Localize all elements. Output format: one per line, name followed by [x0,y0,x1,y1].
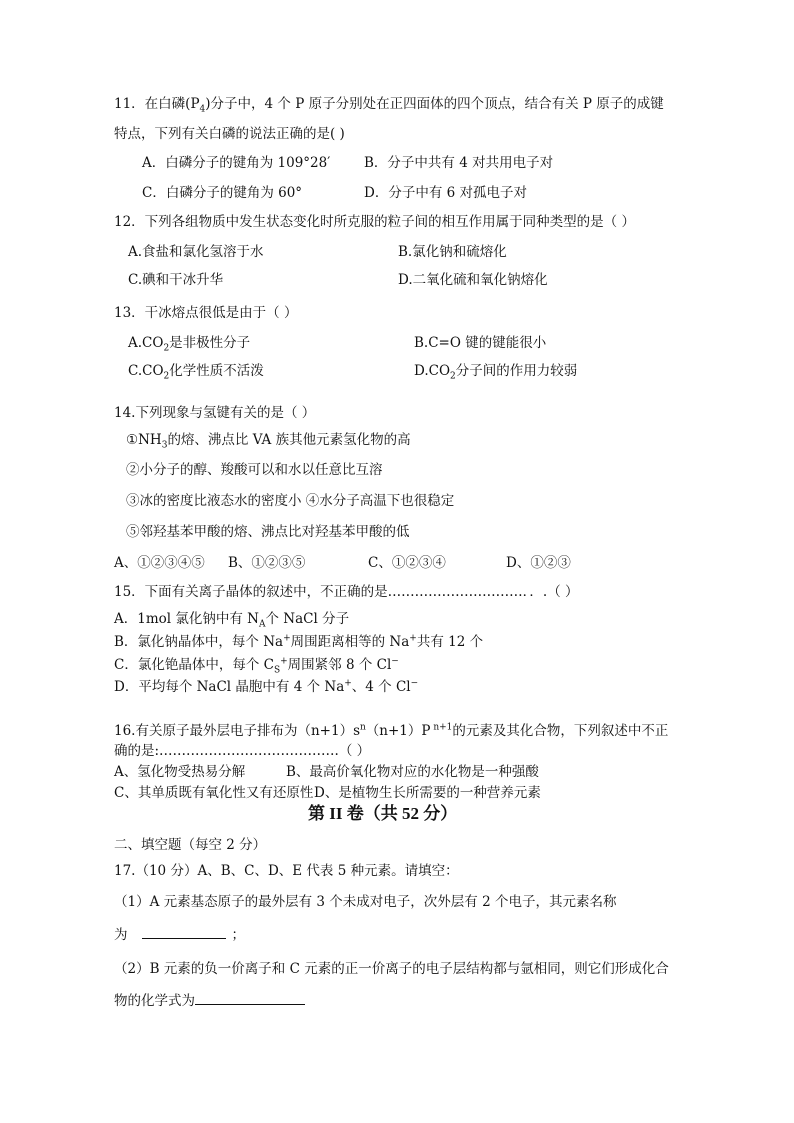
q17-sub1-answer-line [114,924,245,944]
q13-a-text2: 是非极性分子 [169,335,251,351]
q13-d-text1: D.CO [414,363,451,379]
q11-stem-text-b: )分子中，4 个 P 原子分别处在正四面体的四个顶点，结合有关 P 原子的成键 [205,96,664,112]
q14-item1-text1: ①NH [126,432,162,448]
q15-option-c [114,656,399,674]
q15-b-text2: 周围距离相等的 Na [290,634,410,650]
q16-stem-line2: 确的是:………………………………….（ ） [114,743,371,759]
q12-stem: 12．下列各组物质中发生状态变化时所克服的粒子间的相互作用属于同种类型的是（ ） [114,214,635,230]
q11-option-d: D．分子中有 6 对孤电子对 [364,185,527,201]
q17-stem: 17.（10 分）A、B、C、D、E 代表 5 种元素。请填空： [114,863,459,879]
q14-option-c: C、①②③④ [368,555,446,571]
q17-sub2-answer-line [114,990,305,1010]
part2-title: 第 II 卷（共 52 分） [308,804,458,823]
q15-a-text2: 个 NaCl 分子 [265,611,350,627]
q12-option-d: D.二氧化硫和氧化钠熔化 [398,272,548,288]
q13-c-sub: 2 [163,371,170,382]
q13-option-c [128,362,264,380]
q14-option-d: D、①②③ [506,555,571,571]
q16-text2: （n+1）P [365,723,431,739]
q15-d-sup2: − [410,678,419,689]
q15-c-sub: S [273,665,281,676]
q16-option-b: B、最高价氧化物对应的水化物是一种强酸 [286,764,539,780]
q16-option-c: C、其单质既有氧化性又有还原性 [114,785,314,801]
q11-option-c: C．白磷分子的键角为 60° [142,185,303,201]
q17-sub1-prefix: 为 [114,927,128,943]
q15-c-text1: C．氯化铯晶体中，每个 C [114,657,274,673]
q11-option-a: A．白磷分子的键角为 109°28′ [142,155,331,171]
q13-d-sub: 2 [450,371,456,382]
q15-b-sup1: + [283,633,291,644]
q14-item-2: ②小分子的醇、羧酸可以和水以任意比互溶 [126,462,383,478]
q13-a-sub: 2 [163,343,170,354]
section2-heading: 二、填空题（每空 2 分） [114,837,267,853]
q16-option-d: D、是植物生长所需要的一种营养元素 [314,785,541,801]
q15-b-sup2: + [409,633,417,644]
q17-sub1: （1）A 元素基态原子的最外层有 3 个未成对电子，次外层有 2 个电子，其元素名称 [114,894,617,910]
q11-stem-line2: 特点，下列有关白磷的说法正确的是( ) [114,126,345,142]
q13-stem: 13．干冰熔点很低是由于（ ） [114,305,298,321]
q15-b-text1: B．氯化钠晶体中，每个 Na [114,634,284,650]
answer-blank-1[interactable] [142,924,226,939]
q11-stem-sub: 4 [199,104,206,115]
q14-option-b: B、①②③⑤ [228,555,306,571]
q14-option-a: A、①②③④⑤ [114,555,205,571]
q15-d-text2: 、4 个 Cl [351,679,411,695]
q16-sup1: n [360,722,366,733]
q15-stem: 15．下面有关离子晶体的叙述中，不正确的是…………………………．．.（ ） [114,584,579,600]
q15-option-b [114,633,483,651]
q16-option-a: A、氢化物受热易分解 [114,764,246,780]
q14-item-5: ⑤邻羟基苯甲酸的熔、沸点比对羟基苯甲酸的低 [126,524,410,540]
q14-item-1 [126,431,411,449]
q15-option-a [114,610,349,628]
q15-a-sub: A [258,619,266,630]
q14-item1-text2: 的熔、沸点比 VA 族其他元素氢化物的高 [167,432,411,448]
q13-a-text1: A.CO [128,335,164,351]
q17-sub2: （2）B 元素的负一价离子和 C 元素的正一价离子的电子层结构都与氩相同，则它们形成化合 [114,961,669,977]
q15-b-text3: 共有 12 个 [416,634,484,650]
q13-c-text2: 化学性质不活泼 [169,363,264,379]
q14-stem: 14.下列现象与氢键有关的是（ ） [114,405,316,421]
q13-option-b: B.C=O 键的键能很小 [414,335,547,351]
q15-a-text1: A．1mol 氯化钠中有 N [114,611,259,627]
q16-sup2: n+1 [430,722,453,733]
q17-sub2-prefix: 物的化学式为 [114,993,195,1009]
q11-stem-line1 [114,95,664,113]
q13-c-text1: C.CO [128,363,164,379]
q16-text1: 16.有关原子最外层电子排布为（n+1）s [114,723,360,739]
q15-c-text2: 周围紧邻 8 个 Cl [287,657,392,673]
q16-stem-line1 [114,722,668,740]
q13-option-d [414,362,577,380]
q17-sub1-suffix: ； [231,927,245,943]
q12-option-c: C.碘和干冰升华 [128,272,224,288]
q15-d-sup1: + [344,678,352,689]
q14-item1-sub: 3 [161,440,168,451]
q16-text3: 的元素及其化合物，下列叙述中不正 [452,723,669,739]
q13-option-a [128,334,250,352]
q13-d-text2: 分子间的作用力较弱 [455,363,578,379]
q15-d-text1: D．平均每个 NaCl 晶胞中有 4 个 Na [114,679,345,695]
q11-stem-text-a: 11．在白磷(P [114,96,200,112]
q15-c-sup2: − [391,656,399,667]
q15-c-sup1: + [280,656,288,667]
answer-blank-2[interactable] [195,990,305,1005]
q11-option-b: B．分子中共有 4 对共用电子对 [364,155,554,171]
q12-option-a: A.食盐和氯化氢溶于水 [128,244,264,260]
q12-option-b: B.氯化钠和硫熔化 [398,244,507,260]
q15-option-d [114,678,418,696]
q14-item-3-4: ③冰的密度比液态水的密度小 ④水分子高温下也很稳定 [126,493,455,509]
